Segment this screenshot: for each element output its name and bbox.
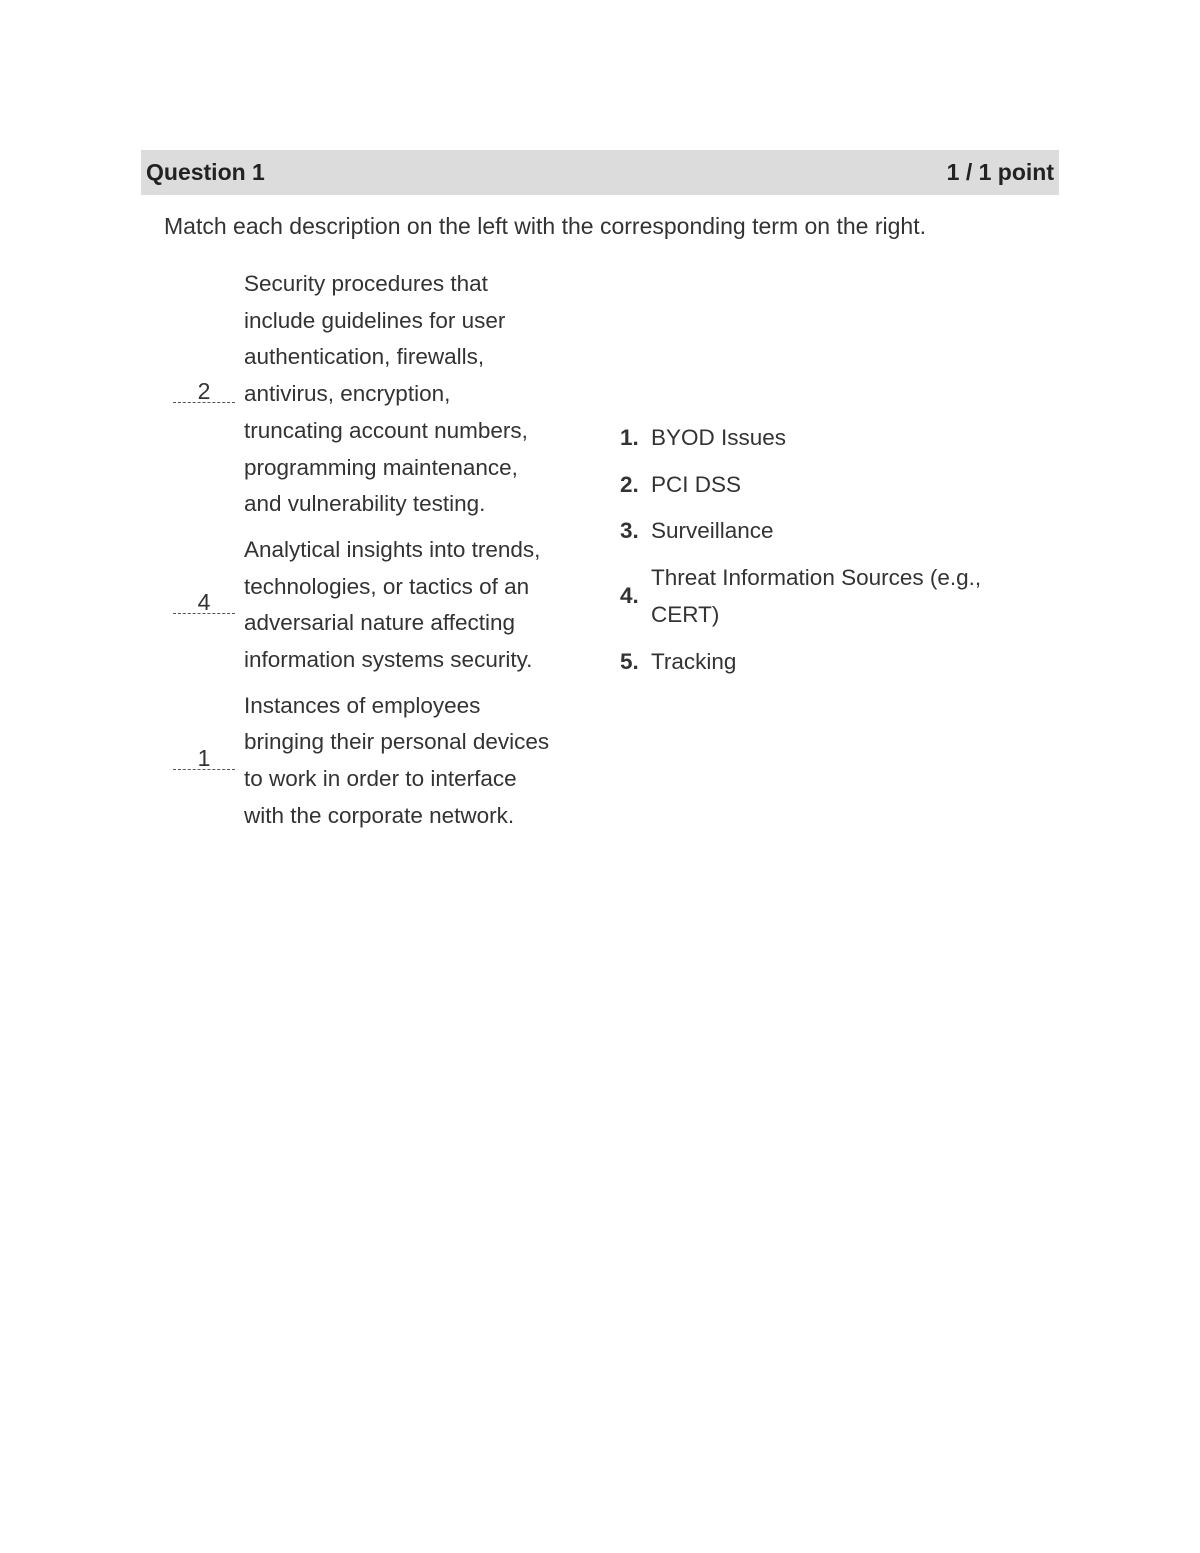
description-line: antivirus, encryption, [244, 381, 451, 407]
term-item [620, 644, 1050, 681]
description-line: include guidelines for user [244, 307, 506, 333]
term-label-line: BYOD Issues [651, 425, 787, 450]
description-line: Instances of employees [244, 692, 481, 718]
question-score: 1 / 1 point [946, 159, 1054, 185]
description-line: truncating account numbers, [244, 417, 528, 443]
description-line: programming maintenance, [244, 454, 518, 480]
term-label [651, 467, 1050, 504]
term-number: 1. [620, 425, 639, 450]
question-instructions: Match each description on the left with the corresponding term on the right. [164, 213, 926, 239]
term-label-line: Tracking [651, 648, 737, 674]
term-label [651, 420, 1050, 457]
term-number: 4. [620, 583, 639, 609]
answer-blank [164, 745, 244, 773]
term-item [620, 513, 1050, 550]
descriptions-column [164, 266, 604, 844]
answer-blank [164, 378, 244, 406]
terms-list [620, 420, 1050, 690]
answer-blank [164, 589, 244, 617]
description-line: and vulnerability testing. [244, 491, 486, 517]
description-line: Analytical insights into trends, [244, 536, 541, 562]
description-line: authentication, firewalls, [244, 344, 485, 370]
description-line: technologies, or tactics of an [244, 573, 530, 599]
description-line: adversarial nature affecting [244, 610, 515, 636]
answer-value: 4 [197, 589, 211, 616]
term-label-line: Surveillance [651, 518, 774, 544]
match-description [244, 688, 549, 835]
match-description [244, 266, 528, 523]
match-row [164, 688, 604, 835]
description-line: Security procedures that [244, 271, 488, 296]
term-item [620, 467, 1050, 504]
term-number: 3. [620, 518, 639, 544]
term-label-line: Threat Information Sources (e.g., [651, 565, 982, 591]
term-label-line: PCI DSS [651, 471, 742, 497]
term-label [651, 513, 1050, 550]
description-line: information systems security. [244, 647, 533, 673]
term-item [620, 560, 1050, 633]
answer-value: 2 [197, 378, 211, 405]
term-label-line: CERT) [651, 601, 720, 627]
term-label [651, 560, 1050, 633]
question-header [141, 150, 1059, 195]
match-row [164, 532, 604, 679]
description-line: bringing their personal devices [244, 729, 550, 755]
description-line: to work in order to interface [244, 766, 517, 792]
term-number: 2. [620, 471, 639, 497]
term-item [620, 420, 1050, 457]
term-number: 5. [620, 648, 639, 674]
match-description [244, 532, 540, 679]
answer-value: 1 [197, 745, 211, 772]
description-line: with the corporate network. [244, 802, 515, 828]
term-label [651, 644, 1050, 681]
question-title: Question 1 [146, 159, 265, 185]
match-row [164, 266, 604, 523]
